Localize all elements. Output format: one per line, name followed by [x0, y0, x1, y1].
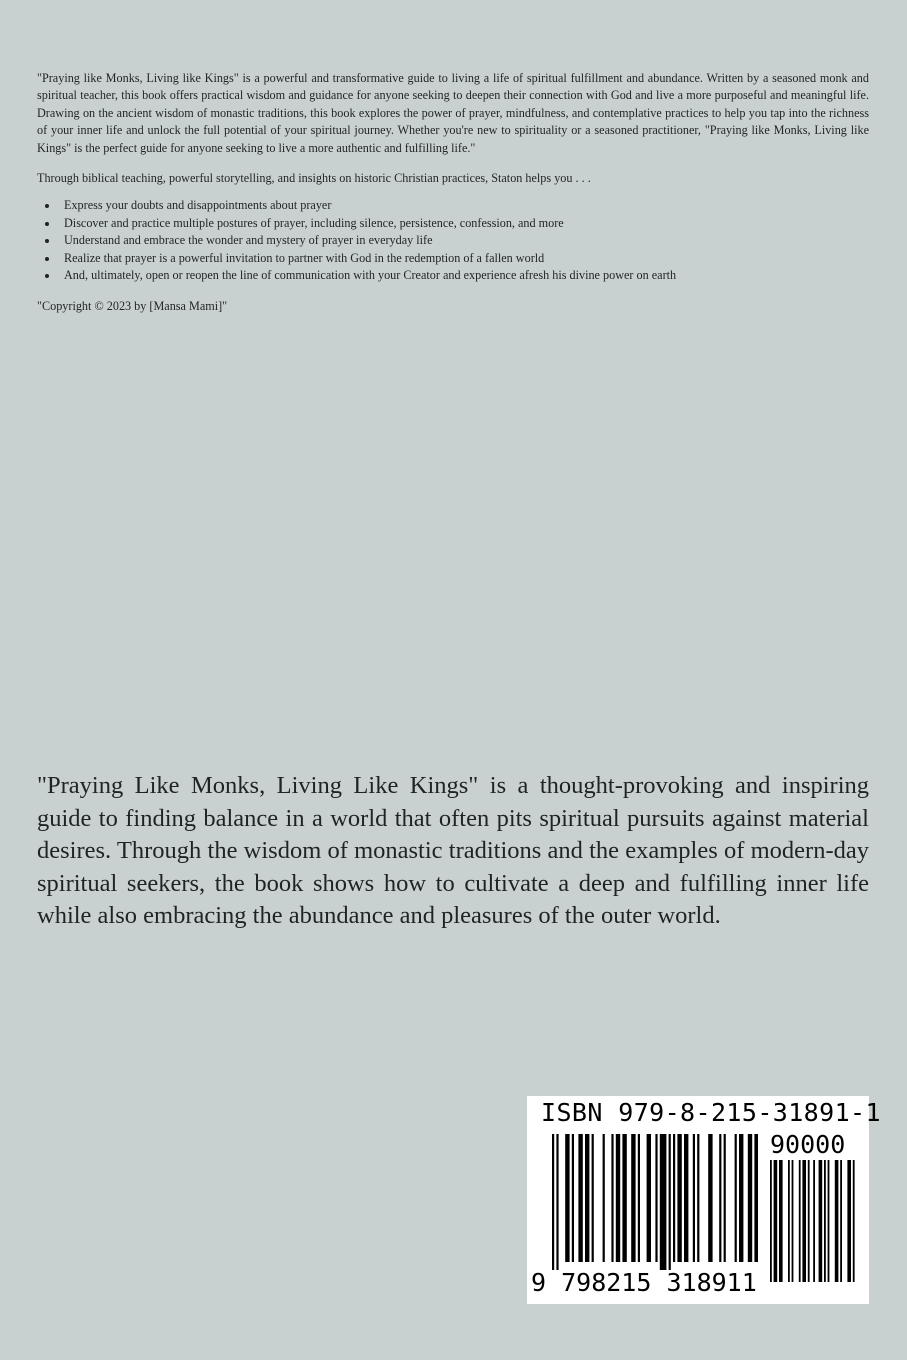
- list-item: [45, 215, 869, 232]
- list-item-text: Express your doubts and disappointments about prayer: [64, 198, 332, 213]
- barcode-bar: [673, 1134, 675, 1262]
- barcode-bar: [799, 1160, 801, 1282]
- intro-line: Through biblical teaching, powerful storytelling, and insights on historic Christian practices, Staton helps you . . .: [37, 171, 591, 186]
- barcode-bar: [556, 1134, 558, 1270]
- barcode-bar: [774, 1160, 778, 1282]
- barcode-bar: [616, 1134, 620, 1262]
- barcode-bar: [697, 1134, 699, 1262]
- barcode-bar: [824, 1160, 826, 1282]
- bullet-icon: [45, 204, 49, 208]
- barcode-bar: [828, 1160, 830, 1282]
- barcode-bar: [813, 1160, 815, 1282]
- barcode-bar: [578, 1134, 582, 1262]
- isbn-label: ISBN 979-8-215-31891-1: [541, 1098, 881, 1127]
- blurb-paragraph: "Praying Like Monks, Living Like Kings" is a thought-provoking and inspiring guide to finding balance in a world that often pits spiritual pursuits against material desires. Through the wisdom of monastic traditions and the examples of modern-day spiritual seekers, the book shows how to cultivate a deep and fulfilling inner life while also embracing the abundance and pleasures of the outer world.: [37, 772, 869, 929]
- bullet-list: [37, 197, 869, 284]
- barcode-addon-bars: [770, 1160, 862, 1290]
- barcode-bar: [819, 1160, 823, 1282]
- price-code: 90000: [770, 1130, 846, 1159]
- list-item-text: Realize that prayer is a powerful invitation to partner with God in the redemption of a fallen world: [64, 250, 545, 265]
- barcode-bar: [631, 1134, 635, 1262]
- barcode-bar: [779, 1160, 783, 1282]
- copyright-line: "Copyright © 2023 by [Mansa Mami]": [37, 299, 228, 314]
- barcode-bar: [677, 1134, 681, 1262]
- barcode-bar: [808, 1160, 810, 1282]
- barcode-bar: [739, 1134, 743, 1262]
- barcode-bar: [724, 1134, 726, 1262]
- barcode-bar: [788, 1160, 790, 1282]
- barcode-bar: [754, 1134, 758, 1262]
- bullet-icon: [45, 222, 49, 226]
- list-item-text: Discover and practice multiple postures of prayer, including silence, persistence, confession, and more: [64, 215, 564, 230]
- barcode-bar: [638, 1134, 640, 1262]
- barcode-digits: 9 798215 318911: [531, 1268, 757, 1297]
- bullet-icon: [45, 257, 49, 261]
- isbn-barcode: [527, 1096, 881, 1304]
- description-block: [37, 70, 869, 316]
- barcode-bar: [660, 1134, 667, 1270]
- barcode-bar: [840, 1160, 842, 1282]
- barcode-bar: [669, 1134, 671, 1270]
- barcode-bar: [719, 1134, 721, 1262]
- list-item: [45, 232, 869, 249]
- barcode-bar: [552, 1134, 554, 1270]
- bullet-icon: [45, 239, 49, 243]
- barcode-bar: [802, 1160, 806, 1282]
- barcode-bar: [693, 1134, 695, 1262]
- barcode-bar: [572, 1134, 574, 1262]
- barcode-bar: [735, 1134, 737, 1262]
- barcode-bar: [770, 1160, 772, 1282]
- barcode-bar: [655, 1134, 657, 1262]
- description-paragraph: "Praying like Monks, Living like Kings" is a powerful and transformative guide to living a life of spiritual fulfillment and abundance. Written by a seasoned monk and spiritual teacher, this book offers practical wisdom and guidance for anyone seeking to deepen their connection with God and live a more purposeful and meaningful life. Drawing on the ancient wisdom of monastic traditions, this book explores the power of prayer, mindfulness, and contemplative practices to help you tap into the richness of your inner life and unlock the full potential of your spiritual journey. Whether you're new to spirituality or a seasoned practitioner, "Praying like Monks, Living like Kings" is the perfect guide for anyone seeking to live a more authentic and fulfilling life.": [37, 71, 869, 155]
- barcode-bar: [847, 1160, 851, 1282]
- list-item: [45, 267, 869, 284]
- barcode-bar: [611, 1134, 613, 1262]
- barcode-bar: [647, 1134, 651, 1262]
- barcode-bar: [792, 1160, 794, 1282]
- list-item-text: And, ultimately, open or reopen the line of communication with your Creator and experience afresh his divine power on earth: [64, 268, 677, 283]
- barcode-bar: [708, 1134, 712, 1262]
- barcode-bar: [565, 1134, 569, 1262]
- barcode-bar: [622, 1134, 626, 1262]
- barcode-bar: [684, 1134, 688, 1262]
- barcode-bar: [853, 1160, 855, 1282]
- barcode-bar: [748, 1134, 752, 1262]
- list-item: [45, 250, 869, 267]
- barcode-bar: [603, 1134, 605, 1262]
- barcode-bar: [585, 1134, 589, 1262]
- list-item-text: Understand and embrace the wonder and mystery of prayer in everyday life: [64, 233, 433, 248]
- list-item: [45, 197, 869, 214]
- barcode-bar: [592, 1134, 594, 1262]
- barcode-bar: [835, 1160, 839, 1282]
- bullet-icon: [45, 274, 49, 278]
